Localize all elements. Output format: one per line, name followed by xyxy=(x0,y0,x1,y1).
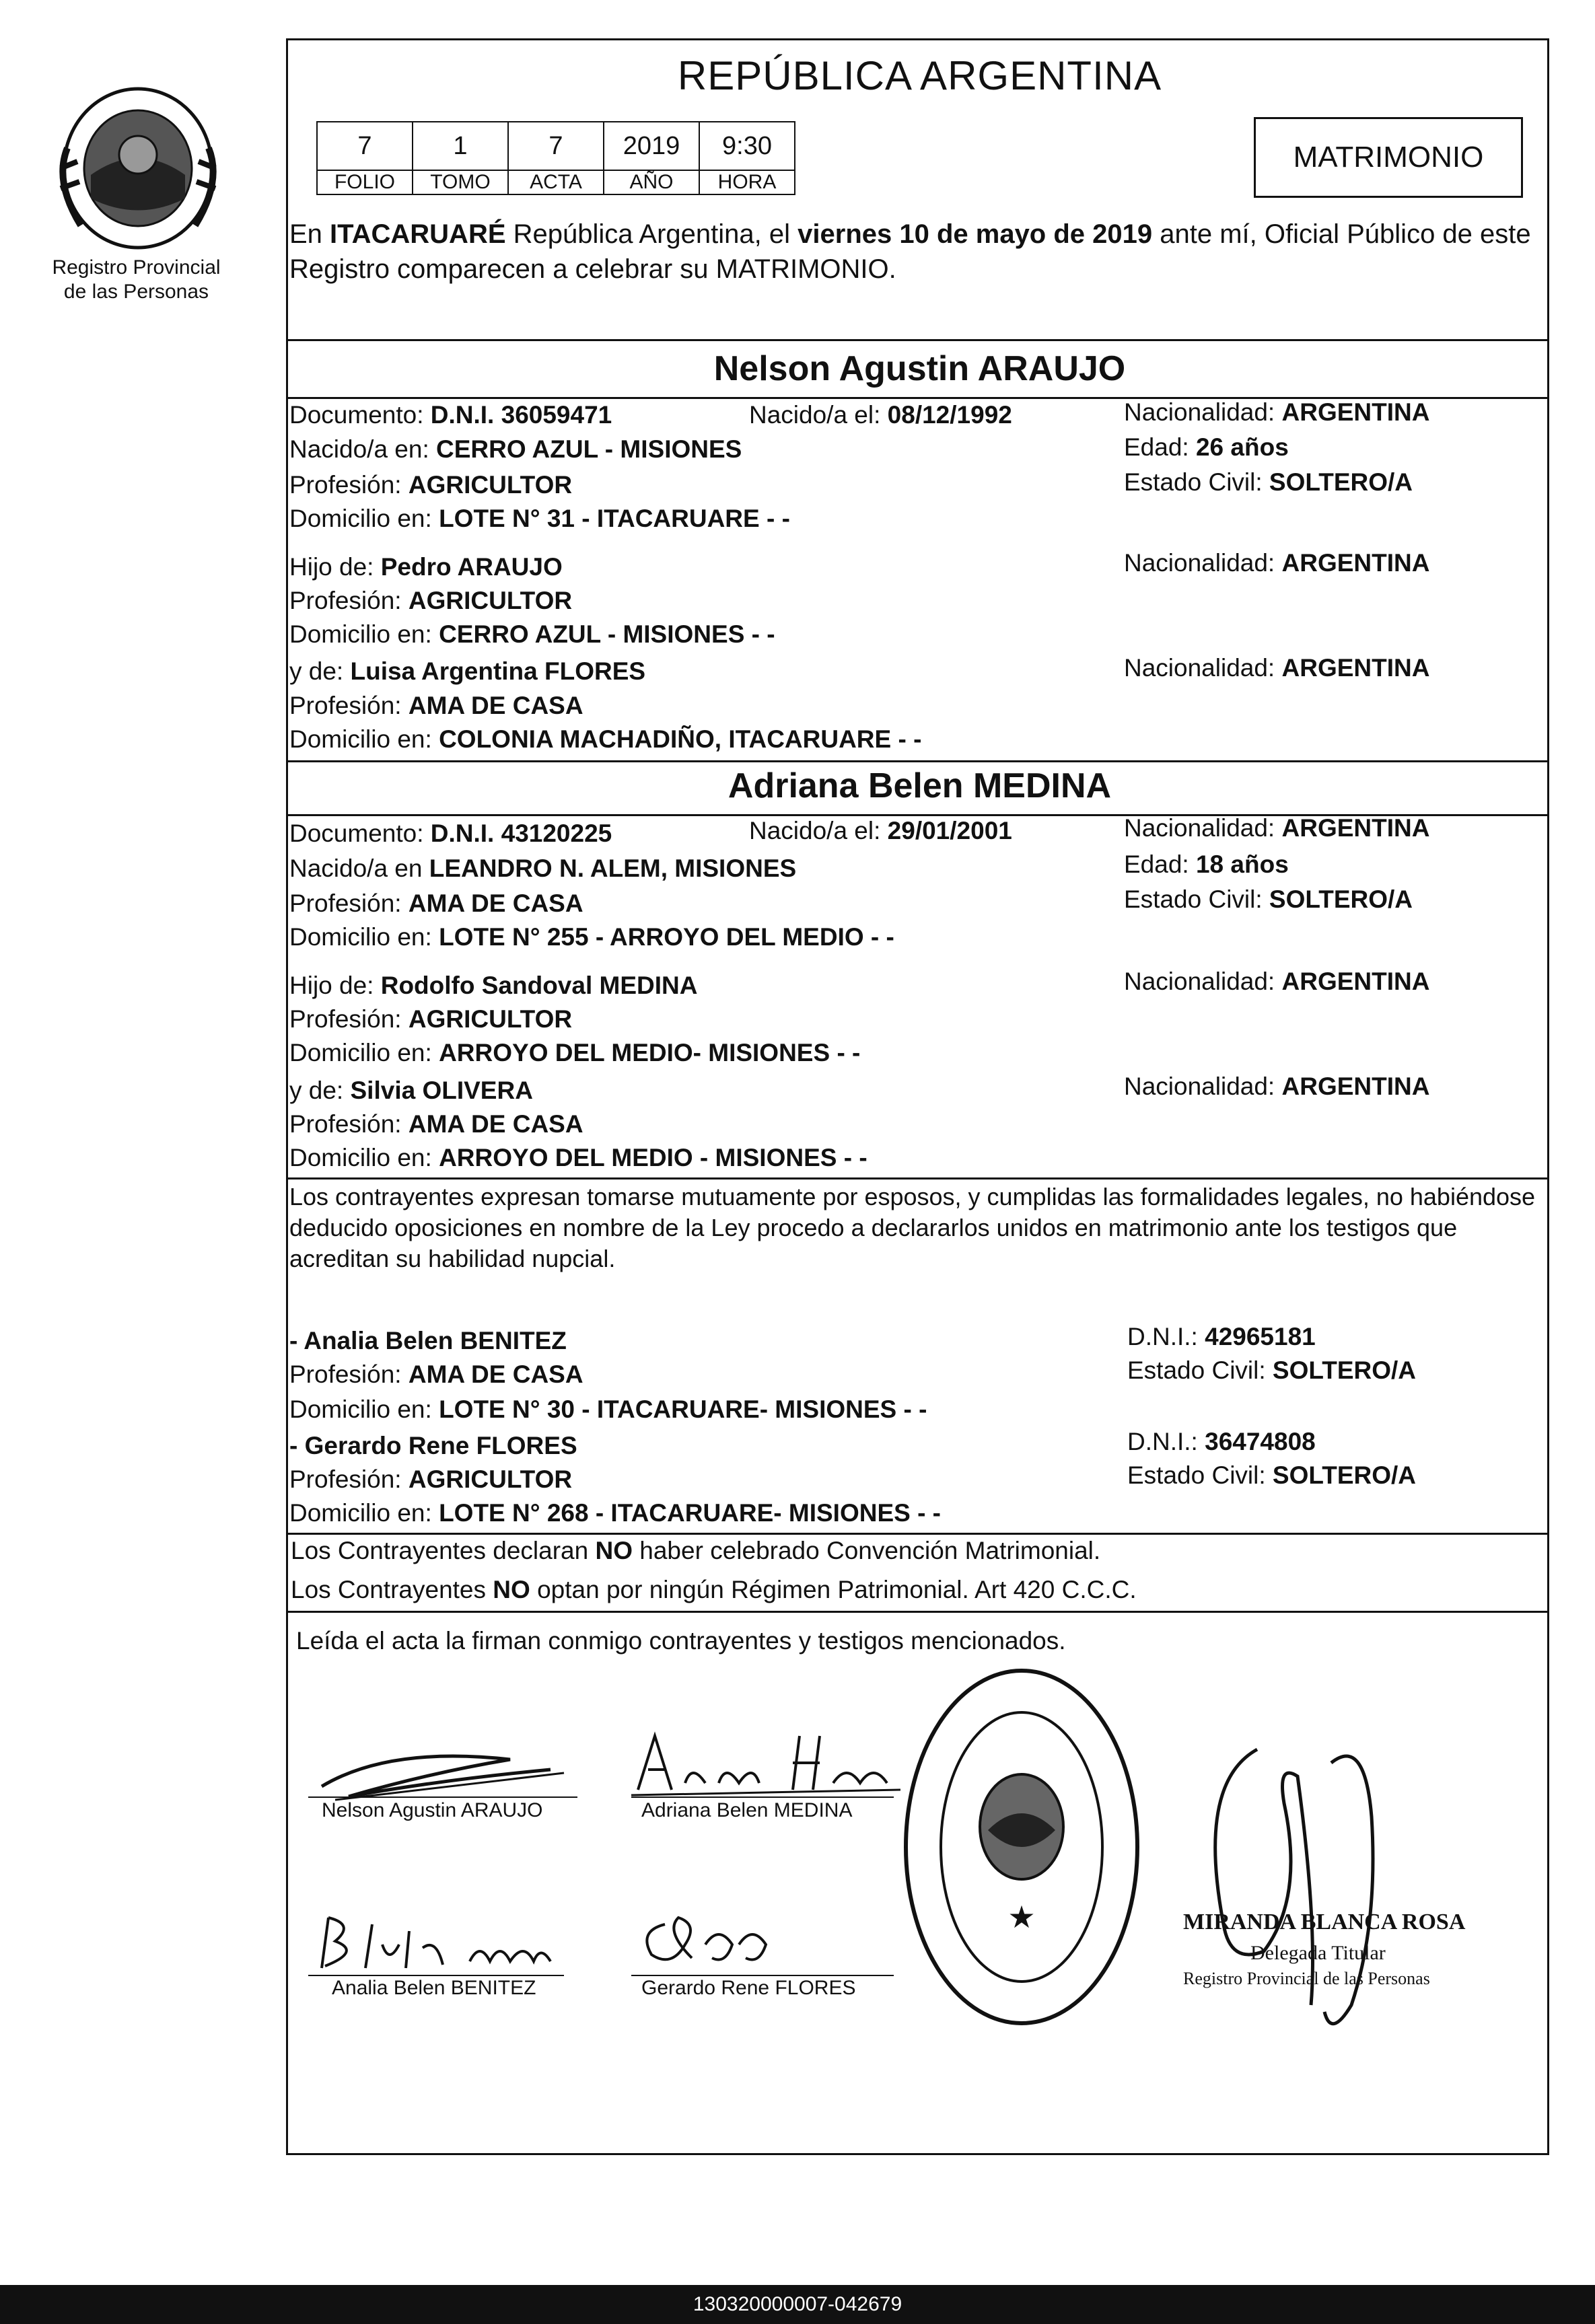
groom-signature-name: Nelson Agustin ARAUJO xyxy=(322,1799,543,1821)
witness-2-address: Domicilio en: LOTE N° 268 - ITACARUARE- MISIONES - - xyxy=(289,1499,942,1527)
witness-1-signature xyxy=(308,1904,577,1978)
intro-paragraph xyxy=(288,217,1548,287)
witness-2-dni: D.N.I.: 36474808 xyxy=(1127,1428,1316,1455)
witness-1-civil-status: Estado Civil: SOLTERO/A xyxy=(1127,1356,1417,1384)
intro-text-1: En xyxy=(289,219,330,249)
bride-father-profession: Profesión: AGRICULTOR xyxy=(289,1005,573,1033)
record-value-ano: 2019 xyxy=(604,122,699,170)
record-value-tomo: 1 xyxy=(413,122,508,170)
witness-2-signature xyxy=(625,1904,907,1978)
record-label-hora: HORA xyxy=(699,170,795,194)
caption-line-2: de las Personas xyxy=(63,281,209,303)
groom-mother-profession: Profesión: AMA DE CASA xyxy=(289,692,583,719)
bride-address: Domicilio en: LOTE N° 255 - ARROYO DEL MEDIO - - xyxy=(289,923,894,951)
record-value-folio: 7 xyxy=(317,122,413,170)
groom-birthplace: Nacido/a en: CERRO AZUL - MISIONES xyxy=(289,435,742,463)
record-label-ano: AÑO xyxy=(604,170,699,194)
witness-1-dni: D.N.I.: 42965181 xyxy=(1127,1323,1316,1350)
witness-2-name: - Gerardo Rene FLORES xyxy=(289,1432,577,1459)
bride-birthdate: Nacido/a el: 29/01/2001 xyxy=(749,817,1012,844)
signing-text: Leída el acta la firman conmigo contrayentes y testigos mencionados. xyxy=(296,1627,1066,1655)
caption-line-1: Registro Provincial xyxy=(52,256,221,279)
record-value-hora: 9:30 xyxy=(699,122,795,170)
bride-mother-profession: Profesión: AMA DE CASA xyxy=(289,1110,583,1138)
groom-address: Domicilio en: LOTE N° 31 - ITACARUARE - - xyxy=(289,505,790,532)
record-reference-table xyxy=(316,121,795,195)
bride-father-address: Domicilio en: ARROYO DEL MEDIO- MISIONES - - xyxy=(289,1039,861,1066)
witness-1-profession: Profesión: AMA DE CASA xyxy=(289,1360,583,1388)
bride-father-nationality: Nacionalidad: ARGENTINA xyxy=(1124,968,1430,995)
registry-caption xyxy=(20,256,252,304)
bride-profession: Profesión: AMA DE CASA xyxy=(289,889,583,917)
delegation-stamp xyxy=(897,1662,1146,2032)
delegate-name: MIRANDA BLANCA ROSA xyxy=(1183,1910,1466,1934)
witness-2-civil-status: Estado Civil: SOLTERO/A xyxy=(1127,1461,1417,1489)
divider xyxy=(288,1611,1547,1613)
record-label-tomo: TOMO xyxy=(413,170,508,194)
bride-nationality: Nacionalidad: ARGENTINA xyxy=(1124,814,1430,842)
groom-mother-address: Domicilio en: COLONIA MACHADIÑO, ITACARUARE - - xyxy=(289,725,922,753)
witness-1-signature-line xyxy=(308,1975,564,1976)
bride-mother-nationality: Nacionalidad: ARGENTINA xyxy=(1124,1073,1430,1100)
svg-text:★: ★ xyxy=(1007,1899,1036,1934)
bride-birthplace: Nacido/a en LEANDRO N. ALEM, MISIONES xyxy=(289,855,797,882)
witness-1-address: Domicilio en: LOTE N° 30 - ITACARUARE- MISIONES - - xyxy=(289,1395,927,1423)
intro-text-2: República Argentina, el xyxy=(505,219,798,249)
convention-line-2: Los Contrayentes NO optan por ningún Régimen Patrimonial. Art 420 C.C.C. xyxy=(291,1576,1137,1603)
marriage-certificate xyxy=(286,38,1549,2155)
declaration-paragraph: Los contrayentes expresan tomarse mutuamente por esposos, y cumplidas las formalidades legales, no habiéndose deducido oposiciones en nombre de la Ley procedo a declararlos unidos en matrimonio ante los testigos que acreditan su habilidad nupcial. xyxy=(289,1183,1536,1272)
groom-profession: Profesión: AGRICULTOR xyxy=(289,471,573,499)
bride-civil-status: Estado Civil: SOLTERO/A xyxy=(1124,885,1413,913)
intro-text-3: ante mí, Oficial Público de este Registro comparecen a celebrar su MATRIMONIO. xyxy=(289,219,1531,284)
record-value-acta: 7 xyxy=(508,122,604,170)
delegate-org: Registro Provincial de las Personas xyxy=(1183,1969,1430,1988)
divider xyxy=(288,339,1547,341)
groom-mother: y de: Luisa Argentina FLORES xyxy=(289,657,646,685)
document-title: REPÚBLICA ARGENTINA xyxy=(677,53,1162,98)
bride-mother: y de: Silvia OLIVERA xyxy=(289,1077,533,1104)
delegate-signature xyxy=(1176,1722,1459,2045)
divider xyxy=(288,1533,1547,1535)
witness-1-name: - Analia Belen BENITEZ xyxy=(289,1327,567,1354)
intro-place: ITACARUARÉ xyxy=(330,219,506,249)
bride-signature-name: Adriana Belen MEDINA xyxy=(641,1799,853,1821)
bride-father: Hijo de: Rodolfo Sandoval MEDINA xyxy=(289,972,698,999)
bride-name: Adriana Belen MEDINA xyxy=(728,766,1112,805)
groom-father: Hijo de: Pedro ARAUJO xyxy=(289,553,563,581)
witness-2-profession: Profesión: AGRICULTOR xyxy=(289,1465,573,1493)
province-seal-logo xyxy=(40,81,236,256)
groom-signature-line xyxy=(308,1796,577,1798)
groom-father-nationality: Nacionalidad: ARGENTINA xyxy=(1124,549,1430,577)
record-label-acta: ACTA xyxy=(508,170,604,194)
intro-date: viernes 10 de mayo de 2019 xyxy=(798,219,1153,249)
groom-father-address: Domicilio en: CERRO AZUL - MISIONES - - xyxy=(289,620,775,648)
groom-document: Documento: D.N.I. 36059471 xyxy=(289,401,612,429)
bride-mother-address: Domicilio en: ARROYO DEL MEDIO - MISIONES - - xyxy=(289,1144,867,1171)
groom-mother-nationality: Nacionalidad: ARGENTINA xyxy=(1124,654,1430,682)
act-type-box: MATRIMONIO xyxy=(1254,117,1523,198)
bride-document: Documento: D.N.I. 43120225 xyxy=(289,820,612,847)
bride-age: Edad: 18 años xyxy=(1124,850,1289,878)
delegate-role: Delegada Titular xyxy=(1250,1942,1386,1964)
document-code-bar: 130320000007-042679 xyxy=(0,2285,1595,2324)
divider xyxy=(288,1177,1547,1179)
convention-line-1: Los Contrayentes declaran NO haber celebrado Convención Matrimonial. xyxy=(291,1537,1101,1564)
bride-signature-line xyxy=(631,1796,894,1798)
bride-signature xyxy=(625,1722,907,1803)
groom-birthdate: Nacido/a el: 08/12/1992 xyxy=(749,401,1012,429)
groom-father-profession: Profesión: AGRICULTOR xyxy=(289,587,573,614)
record-label-folio: FOLIO xyxy=(317,170,413,194)
groom-name: Nelson Agustin ARAUJO xyxy=(713,349,1126,388)
groom-civil-status: Estado Civil: SOLTERO/A xyxy=(1124,468,1413,496)
groom-age: Edad: 26 años xyxy=(1124,433,1289,461)
divider xyxy=(288,760,1547,762)
groom-nationality: Nacionalidad: ARGENTINA xyxy=(1124,398,1430,426)
witness-2-signature-name: Gerardo Rene FLORES xyxy=(641,1977,856,1999)
witness-2-signature-line xyxy=(631,1975,894,1976)
witness-1-signature-name: Analia Belen BENITEZ xyxy=(332,1977,536,1999)
